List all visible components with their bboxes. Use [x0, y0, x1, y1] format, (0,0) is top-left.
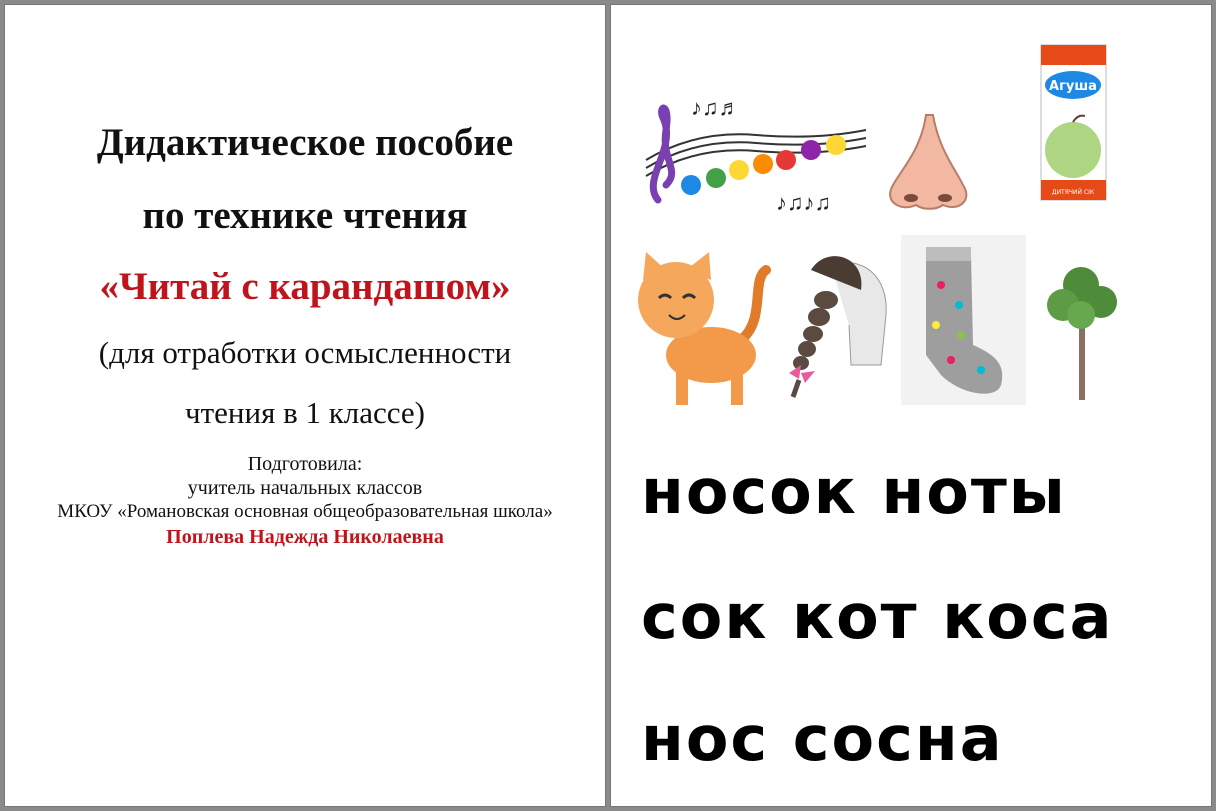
svg-text:♪♫♪♫: ♪♫♪♫ — [776, 190, 831, 215]
sock-icon — [901, 235, 1026, 405]
cat-icon — [631, 250, 771, 410]
title-line-1: Дидактическое пособие — [96, 121, 514, 164]
braid-icon — [771, 245, 896, 400]
subtitle-line-1: (для отработки осмысленности — [98, 335, 512, 370]
prepared-label: Подготовила: — [247, 453, 363, 475]
title-red: «Читай с карандашом» — [99, 265, 511, 308]
svg-text:♪♫♬: ♪♫♬ — [691, 95, 741, 120]
reading-card-page — [610, 4, 1212, 807]
word-line-2: сок кот коса — [641, 580, 1114, 653]
author-name: Поплева Надежда Николаевна — [166, 526, 444, 548]
word-line-1: носок ноты — [641, 455, 1067, 528]
title-page — [4, 4, 606, 807]
subtitle-line-2: чтения в 1 классе) — [185, 395, 425, 430]
music-notes-icon — [636, 90, 876, 220]
author-role: учитель начальных классов — [187, 477, 423, 499]
juice-brand: Агуша — [1049, 79, 1097, 94]
juice-label: ДИТЯЧИЙ СІК — [1051, 189, 1095, 196]
tree-icon — [1041, 260, 1126, 400]
school-name: МКОУ «Романовская основная общеобразовательная школа» — [57, 501, 553, 522]
title-line-2: по технике чтения — [142, 194, 468, 237]
juice-box-icon — [1036, 40, 1111, 205]
nose-icon — [881, 110, 976, 215]
word-line-3: нос сосна — [641, 702, 1004, 775]
